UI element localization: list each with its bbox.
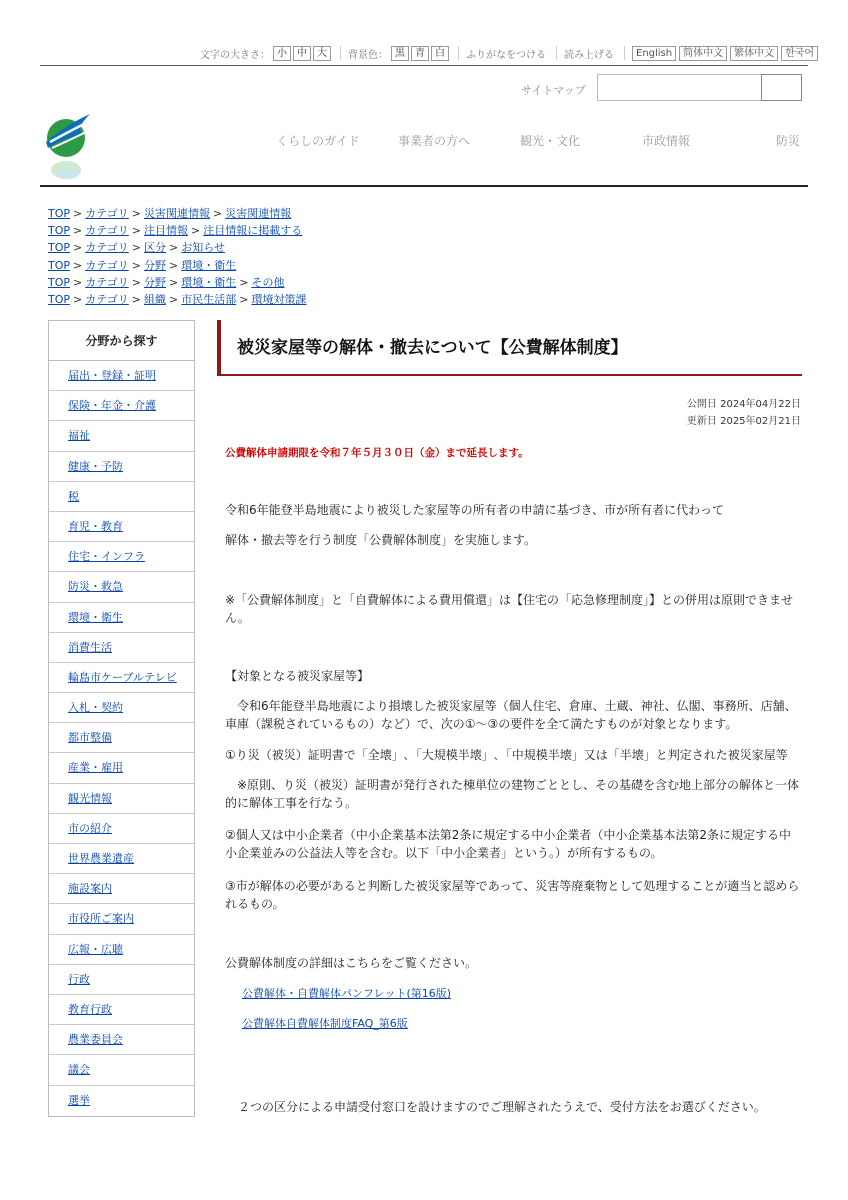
sidebar-item-label[interactable]: 環境・衛生 xyxy=(68,610,123,624)
font-size-small-button[interactable]: 小 xyxy=(273,46,291,61)
breadcrumb-link[interactable]: 区分 xyxy=(144,241,167,255)
sidebar-item-label[interactable]: 健康・予防 xyxy=(68,459,123,473)
article-dates xyxy=(687,396,801,430)
read-aloud-button[interactable]: 読み上げる xyxy=(564,49,614,61)
requirement-3: ③市が解体の必要があると判断した被災家屋等であって、災害等廃棄物として処理することが適当と認められるもの。 xyxy=(225,879,800,911)
breadcrumb-link[interactable]: TOP xyxy=(48,275,71,289)
sidebar-item[interactable] xyxy=(49,663,194,693)
sidebar-item[interactable] xyxy=(49,572,194,602)
sidebar-item-label[interactable]: 議会 xyxy=(68,1063,90,1077)
bg-black-button[interactable]: 黒 xyxy=(391,46,409,61)
breadcrumb-link[interactable]: TOP xyxy=(48,293,71,307)
breadcrumb-link[interactable]: 分野 xyxy=(144,275,167,289)
breadcrumb-link[interactable]: TOP xyxy=(48,258,71,272)
sidebar-item-label[interactable]: 消費生活 xyxy=(68,640,112,654)
sidebar-item-label[interactable]: 輪島市ケーブルテレビ xyxy=(68,670,177,684)
pamphlet-link[interactable]: 公費解体・自費解体パンフレット(第16版) xyxy=(242,987,452,1000)
sidebar-item-label[interactable]: 行政 xyxy=(68,972,90,986)
sidebar-item-label[interactable]: 住宅・インフラ xyxy=(68,550,145,564)
details-text: 公費解体制度の詳細はこちらをご覧ください。 xyxy=(225,956,478,970)
sidebar-item[interactable] xyxy=(49,723,194,753)
divider xyxy=(458,46,459,60)
breadcrumb-link[interactable]: その他 xyxy=(251,275,285,289)
sidebar-item[interactable] xyxy=(49,965,194,995)
sidebar-item[interactable] xyxy=(49,844,194,874)
sitemap-link[interactable]: サイトマップ xyxy=(521,84,586,97)
sidebar-category-nav xyxy=(48,320,195,1117)
requirement-1-note: ※原則、り災（被災）証明書が発行された棟単位の建物ごととし、その基礎を含む地上部分の解体と一体的に解体工事を行なう。 xyxy=(225,778,800,810)
sidebar-item[interactable] xyxy=(49,361,194,391)
breadcrumb-link[interactable]: TOP xyxy=(48,241,71,255)
target-description: 令和6年能登半島地震により損壊した被災家屋等（個人住宅、倉庫、土蔵、神社、仏閣、事務所、店舗、車庫（課税されているもの）など）で、次の①～③の要件を全て満たすものが対象となります。 xyxy=(225,699,797,731)
sidebar-item[interactable] xyxy=(49,603,194,633)
sidebar-item-label[interactable]: 税 xyxy=(68,489,79,503)
sidebar-item-label[interactable]: 届出・登録・証明 xyxy=(68,369,156,382)
breadcrumb-link[interactable]: カテゴリ xyxy=(85,241,129,255)
page-title: 被災家屋等の解体・撤去について【公費解体制度】 xyxy=(237,338,628,358)
application-note: ２つの区分による申請受付窓口を設けますのでご理解されたうえで、受付方法をお選びください。 xyxy=(238,1100,766,1114)
intro-line-1: 令和6年能登半島地震により被災した家屋等の所有者の申請に基づき、市が所有者に代わって xyxy=(225,503,725,517)
sidebar-item[interactable] xyxy=(49,1086,194,1116)
divider xyxy=(40,65,808,66)
sidebar-item-label[interactable]: 広報・広聴 xyxy=(68,942,123,956)
sidebar-item[interactable] xyxy=(49,693,194,723)
sidebar-item[interactable] xyxy=(49,753,194,783)
lang-simplified-chinese-button[interactable]: 简体中文 xyxy=(679,46,727,61)
bg-blue-button[interactable]: 青 xyxy=(411,46,429,61)
breadcrumb-link[interactable]: 組織 xyxy=(144,293,167,307)
sidebar-item[interactable] xyxy=(49,784,194,814)
breadcrumb-link[interactable]: TOP xyxy=(48,207,71,220)
published-date: 公開日 2024年04月22日 xyxy=(686,399,801,410)
sidebar-item[interactable] xyxy=(49,995,194,1025)
intro-line-2: 解体・撤去等を行う制度「公費解体制度」を実施します。 xyxy=(225,533,537,547)
lang-korean-button[interactable]: 한국어 xyxy=(781,46,818,61)
sidebar-item[interactable] xyxy=(49,874,194,904)
divider xyxy=(556,46,557,60)
sidebar-item[interactable] xyxy=(49,482,194,512)
gnav-item-disaster[interactable]: 防災 xyxy=(775,134,800,148)
breadcrumb: TOP > カテゴリ > 注目情報 > 注目情報に掲載する xyxy=(48,224,303,238)
gnav-item-life-guide[interactable]: くらしのガイド xyxy=(276,134,360,148)
requirement-2: ②個人又は中小企業者（中小企業基本法第2条に規定する中小企業者（中小企業基本法第2条に規定する中小企業並みの公益法人等を含む。以下「中小企業者」という。）が所有するもの。 xyxy=(225,828,792,860)
lang-traditional-chinese-button[interactable]: 繁体中文 xyxy=(730,46,778,61)
font-size-medium-button[interactable]: 中 xyxy=(293,46,311,61)
sidebar-item-label[interactable]: 教育行政 xyxy=(68,1002,112,1016)
breadcrumb: TOP > カテゴリ > 災害関連情報 > 災害関連情報 xyxy=(48,207,292,220)
sidebar-item-label[interactable]: 市役所ご案内 xyxy=(68,912,134,926)
breadcrumb-link[interactable]: カテゴリ xyxy=(85,207,129,220)
divider xyxy=(340,46,341,60)
updated-date: 更新日 2025年02月21日 xyxy=(686,416,801,427)
sidebar-item[interactable] xyxy=(49,935,194,965)
breadcrumb-link[interactable]: 災害関連情報 xyxy=(144,207,211,220)
sidebar-item-label[interactable]: 育児・教育 xyxy=(68,519,123,533)
lang-english-button[interactable]: English xyxy=(632,46,676,61)
sidebar-item[interactable] xyxy=(49,391,194,421)
search-button[interactable] xyxy=(761,74,802,101)
breadcrumb-link[interactable]: 災害関連情報 xyxy=(225,207,292,220)
sidebar-item-label[interactable]: 保険・年金・介護 xyxy=(68,399,156,413)
breadcrumb-link[interactable]: 環境・衛生 xyxy=(181,275,237,289)
bg-white-button[interactable]: 白 xyxy=(431,46,449,61)
breadcrumb: TOP > カテゴリ > 組織 > 市民生活部 > 環境対策課 xyxy=(48,293,307,307)
gnav-item-city-info[interactable]: 市政情報 xyxy=(641,134,690,148)
sidebar-item-label[interactable]: 農業委員会 xyxy=(68,1033,123,1047)
sidebar-item-label[interactable]: 観光情報 xyxy=(68,791,112,805)
breadcrumb: TOP > カテゴリ > 分野 > 環境・衛生 > その他 xyxy=(48,275,285,289)
breadcrumb-link[interactable]: 分野 xyxy=(144,258,167,272)
breadcrumb-link[interactable]: 注目情報に掲載する xyxy=(203,224,303,238)
sidebar-item-label[interactable]: 入札・契約 xyxy=(68,701,123,715)
divider xyxy=(624,46,625,60)
requirement-1: ①り災（被災）証明書で「全壊」､「大規模半壊」､「中規模半壊」又は「半壊」と判定された被災家屋等 xyxy=(225,748,788,762)
sidebar-item-label[interactable]: 世界農業遺産 xyxy=(68,852,134,865)
font-size-label: 文字の大きさ： xyxy=(200,49,270,61)
breadcrumb-link[interactable]: 注目情報 xyxy=(144,224,189,238)
breadcrumb-link[interactable]: カテゴリ xyxy=(85,258,129,272)
page-title-bar xyxy=(217,320,802,376)
combination-note: ※「公費解体制度」と「自費解体による費用償還」は【住宅の「応急修理制度」】との併用は原則できません。 xyxy=(225,593,794,625)
sidebar-item-label[interactable]: 産業・雇用 xyxy=(68,761,123,775)
breadcrumb-link[interactable]: 環境対策課 xyxy=(251,293,307,307)
sidebar-item[interactable] xyxy=(49,814,194,844)
breadcrumb: TOP > カテゴリ > 分野 > 環境・衛生 xyxy=(48,258,237,272)
sidebar-item[interactable] xyxy=(49,542,194,572)
sidebar-item-label[interactable]: 市の紹介 xyxy=(68,821,112,835)
sidebar-item[interactable] xyxy=(49,1055,194,1085)
deadline-notice: 公費解体申請期限を令和７年５月３０日（金）まで延長します。 xyxy=(225,447,529,459)
furigana-button[interactable]: ふりがなをつける xyxy=(466,49,546,61)
search-input[interactable] xyxy=(597,74,762,101)
breadcrumb-link[interactable]: 環境・衛生 xyxy=(181,258,237,272)
bg-color-label: 背景色： xyxy=(348,49,388,61)
global-nav xyxy=(260,132,800,149)
sidebar-item[interactable] xyxy=(49,633,194,663)
target-heading: 【対象となる被災家屋等】 xyxy=(225,669,370,683)
sidebar-item[interactable] xyxy=(49,512,194,542)
sidebar-item-label[interactable]: 施設案内 xyxy=(68,882,112,896)
sidebar-item-label[interactable]: 防災・救急 xyxy=(68,580,123,594)
sidebar-title: 分野から探す xyxy=(49,321,194,361)
sidebar-item[interactable] xyxy=(49,452,194,482)
header-divider xyxy=(40,185,808,187)
breadcrumb-link[interactable]: カテゴリ xyxy=(85,275,129,289)
sidebar-item[interactable] xyxy=(49,421,194,451)
breadcrumb-link[interactable]: カテゴリ xyxy=(85,293,129,307)
breadcrumb: TOP > カテゴリ > 区分 > お知らせ xyxy=(48,241,225,255)
breadcrumb-link[interactable]: 市民生活部 xyxy=(181,293,237,307)
gnav-item-tourism[interactable]: 観光・文化 xyxy=(519,134,580,148)
logo-mark-icon xyxy=(44,112,92,182)
gnav-item-business[interactable]: 事業者の方へ xyxy=(397,134,470,148)
breadcrumbs xyxy=(48,205,306,308)
font-size-large-button[interactable]: 大 xyxy=(313,46,331,61)
faq-link[interactable]: 公費解体自費解体制度FAQ_第6版 xyxy=(242,1017,408,1030)
breadcrumb-link[interactable]: カテゴリ xyxy=(85,224,129,238)
city-logo[interactable] xyxy=(44,112,92,182)
sidebar-item[interactable] xyxy=(49,904,194,934)
sidebar-item[interactable] xyxy=(49,1025,194,1055)
sidebar-item-label[interactable]: 選挙 xyxy=(68,1093,90,1107)
sidebar-item-label[interactable]: 都市整備 xyxy=(68,731,112,745)
breadcrumb-link[interactable]: TOP xyxy=(48,224,71,238)
breadcrumb-link[interactable]: お知らせ xyxy=(181,241,225,255)
sidebar-item-label[interactable]: 福祉 xyxy=(68,429,90,443)
utility-bar xyxy=(200,44,821,62)
